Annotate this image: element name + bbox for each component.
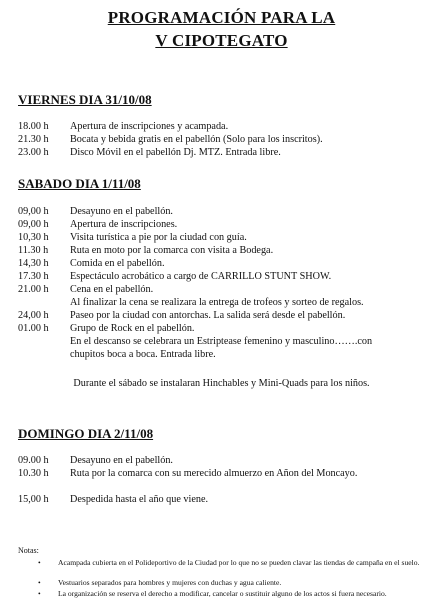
cena-note: Al finalizar la cena se realizara la entrega de trofeos y sorteo de regalos. [70,297,364,308]
bullet-icon: • [38,578,41,587]
schedule-time: 17.30 h [18,271,49,282]
schedule-time: 09,00 h [18,219,49,230]
schedule-time: 18.00 h [18,121,49,132]
schedule-time: 09.00 h [18,455,49,466]
sunday-heading: DOMINGO DIA 2/11/08 [18,426,154,441]
schedule-time: 15,00 h [18,494,49,505]
schedule-time: 09,00 h [18,206,49,217]
rock-note-line-2: chupitos boca a boca. Entrada libre. [70,349,216,360]
schedule-time: 21.00 h [18,284,49,295]
note-text: Acampada cubierta en el Polideportivo de la Ciudad por lo que no se pueden clavar las tiendas de campaña en el suelo. [58,558,420,567]
note-text: Vestuarios separados para hombres y mujeres con duchas y agua caliente. [58,578,282,587]
schedule-time: 14,30 h [18,258,49,269]
schedule-time: 11.30 h [18,245,49,256]
rock-note-line-1: En el descanso se celebrara un Estriptease femenino y masculino…….con [70,336,373,347]
schedule-text: Ruta por la comarca con su merecido almuerzo en Añon del Moncayo. [70,468,358,479]
saturday-heading: SABADO DIA 1/11/08 [18,176,141,191]
schedule-text: Paseo por la ciudad con antorchas. La salida será desde el pabellón. [70,310,346,321]
schedule-text: Desayuno en el pabellón. [70,206,173,217]
bullet-icon: • [38,558,41,567]
schedule-text: Espectáculo acrobático a cargo de CARRILLO STUNT SHOW. [70,271,332,282]
schedule-time: 24,00 h [18,310,49,321]
schedule-text: Apertura de inscripciones. [70,219,178,230]
friday-heading: VIERNES DIA 31/10/08 [18,92,152,107]
schedule-text: Comida en el pabellón. [70,258,165,269]
schedule-text: Disco Móvil en el pabellón Dj. MTZ. Entrada libre. [70,147,281,158]
schedule-text: Cena en el pabellón. [70,284,154,295]
notes-label: Notas: [18,546,39,555]
schedule-time: 23.00 h [18,147,49,158]
bullet-icon: • [38,589,41,598]
note-text: La organización se reserva el derecho a modificar, cancelar o sustituir alguno de los actos si fuera necesario. [58,589,387,598]
schedule-text: Ruta en moto por la comarca con visita a Bodega. [70,245,274,256]
page-title-line-1: PROGRAMACIÓN PARA LA [107,8,336,27]
schedule-text: Despedida hasta el año que viene. [70,494,209,505]
schedule-time: 10.30 h [18,468,49,479]
saturday-extra-note: Durante el sábado se instalaran Hinchables y Mini-Quads para los niños. [73,378,370,389]
schedule-text: Grupo de Rock en el pabellón. [70,323,195,334]
schedule-text: Visita turística a pie por la ciudad con guía. [70,232,247,243]
schedule-time: 10,30 h [18,232,49,243]
page-title-line-2: V CIPOTEGATO [155,31,288,50]
schedule-time: 01.00 h [18,323,49,334]
schedule-text: Desayuno en el pabellón. [70,455,173,466]
schedule-text: Apertura de inscripciones y acampada. [70,121,229,132]
schedule-text: Bocata y bebida gratis en el pabellón (Solo para los inscritos). [70,134,323,145]
schedule-time: 21.30 h [18,134,49,145]
